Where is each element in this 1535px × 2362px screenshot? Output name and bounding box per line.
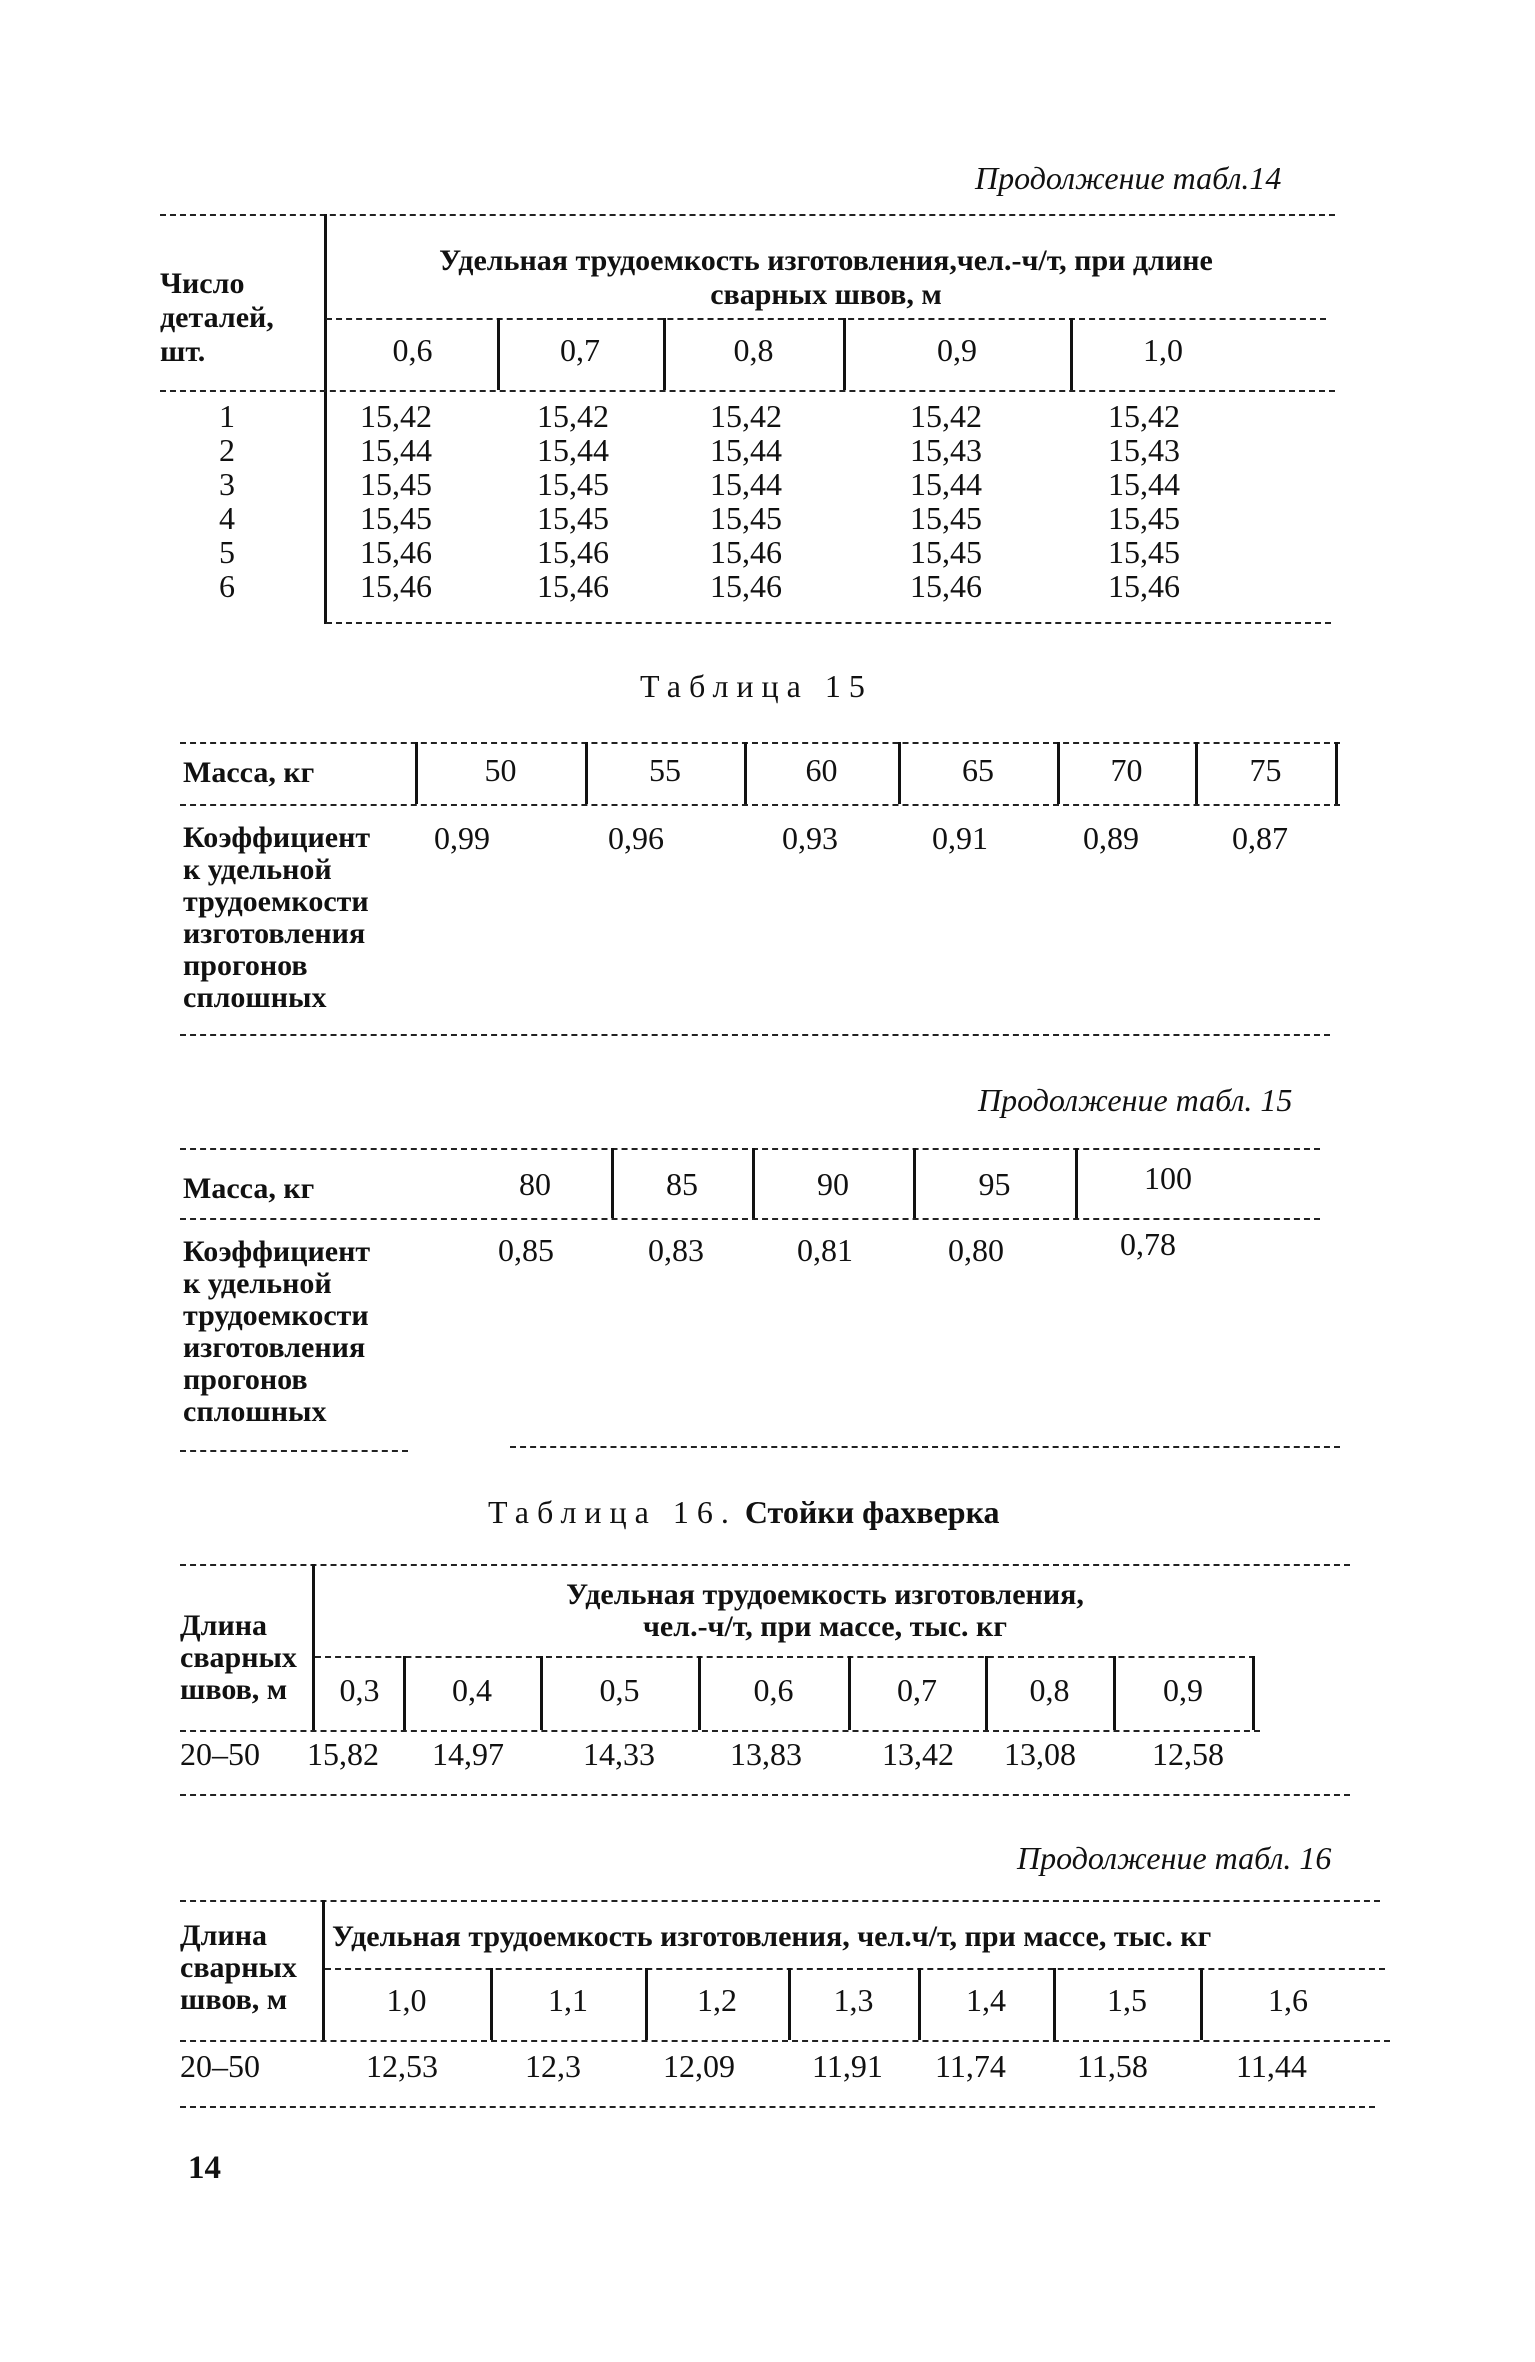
t15-top-rule: [180, 742, 1340, 744]
t14-cell: 15,42: [910, 398, 982, 434]
t14-cell: 15,46: [537, 534, 609, 570]
t14-cell: 15,46: [537, 568, 609, 604]
t14-cell: 15,45: [360, 500, 432, 536]
t14-cell: 15,44: [1108, 466, 1180, 502]
t16c-col-header: 1,6: [1268, 1982, 1308, 2018]
t14-cell: 15,45: [910, 500, 982, 536]
t16c-col-header: 1,3: [833, 1982, 874, 2018]
t15c-header-rule: [180, 1218, 1320, 1220]
t14-cell: 15,45: [1108, 534, 1180, 570]
t14-cell: 15,45: [1108, 500, 1180, 536]
t16c-cell: 11,44: [1236, 2048, 1307, 2084]
t14-cell: 15,42: [710, 398, 782, 434]
t14-cell: 15,44: [537, 432, 609, 468]
t16-title-prefix: Таблица 16.: [488, 1494, 737, 1530]
t15-coef-label-line: прогонов: [183, 949, 308, 982]
t14-top-rule: [160, 214, 1335, 216]
t14-row-number: 4: [219, 500, 235, 536]
t14-cell: 15,46: [360, 534, 432, 570]
t16-bottom-rule: [180, 1794, 1350, 1796]
t16-cell: 14,33: [583, 1736, 655, 1772]
t15-mass-value: 75: [1249, 752, 1282, 788]
t15-mass-value: 70: [1110, 752, 1143, 788]
t14-header-rule: [160, 390, 1335, 392]
t16-col-header: 0,3: [339, 1672, 380, 1708]
t15c-bottom-rule-left: [180, 1450, 408, 1452]
t14-cell: 15,44: [360, 432, 432, 468]
t14-cell: 15,46: [710, 568, 782, 604]
t16-cell: 13,08: [1004, 1736, 1076, 1772]
t16c-cell: 12,53: [366, 2048, 438, 2084]
t15-coef-label-line: к удельной: [183, 853, 332, 886]
t14-cell: 15,43: [910, 432, 982, 468]
t16-col-header: 0,7: [897, 1672, 937, 1708]
t16c-subheader-rule: [325, 1968, 1385, 1970]
t16c-cell: 12,3: [525, 2048, 581, 2084]
t16-row-header-line: швов, м: [180, 1673, 288, 1706]
t14-cell: 15,42: [1108, 398, 1180, 434]
t16-header-main: Удельная трудоемкость изготовления,: [566, 1578, 1084, 1611]
t14-col-header: 1,0: [1143, 332, 1183, 368]
t15c-mass-value: 95: [978, 1166, 1011, 1202]
t16-cell: 12,58: [1152, 1736, 1224, 1772]
t16c-bottom-rule: [180, 2106, 1375, 2108]
t15-header-rule: [180, 804, 1340, 806]
t16-cell: 14,97: [432, 1736, 504, 1772]
t16c-continuation-caption: Продолжение табл. 16: [1017, 1840, 1332, 1876]
t16-col-header: 0,9: [1163, 1672, 1203, 1708]
t16-col-header: 0,5: [599, 1672, 640, 1708]
t14-continuation-caption: Продолжение табл.14: [975, 160, 1282, 196]
t15c-mass-value: 80: [519, 1166, 551, 1202]
t16c-top-rule: [180, 1900, 1380, 1902]
page-number: 14: [188, 2150, 221, 2186]
t16c-row-header-line: швов, м: [180, 1983, 288, 2016]
t14-col-header: 0,7: [560, 332, 600, 368]
t14-row-number: 6: [219, 568, 235, 604]
t14-cell: 15,45: [360, 466, 432, 502]
t16-col-header: 0,8: [1029, 1672, 1070, 1708]
t14-row-header-1: Число: [160, 267, 245, 300]
t15-mass-value: 55: [649, 752, 681, 788]
t15c-coef-value: 0,80: [948, 1232, 1004, 1268]
t15c-mass-value: 85: [666, 1166, 698, 1202]
t14-col-header: 0,9: [937, 332, 977, 368]
t16c-header-rule: [180, 2040, 1390, 2042]
t15-mass-value: 65: [962, 752, 994, 788]
t16c-cell: 11,58: [1077, 2048, 1148, 2084]
t14-cell: 15,46: [910, 568, 982, 604]
t15-coef-value: 0,99: [434, 820, 490, 856]
t16-header-rule: [180, 1730, 1260, 1732]
t14-row-number: 2: [219, 432, 235, 468]
t15-coef-label-line: изготовления: [183, 917, 366, 950]
t15c-coef-label-line: к удельной: [183, 1267, 332, 1300]
t15-title: Таблица 15: [640, 668, 873, 704]
t15c-mass-value: 100: [1144, 1160, 1192, 1196]
t14-cell: 15,46: [1108, 568, 1180, 604]
t16-title-name: Стойки фахверка: [744, 1494, 1000, 1530]
t15c-coef-value: 0,81: [797, 1232, 853, 1268]
t14-subheader-rule: [326, 318, 1326, 320]
t15c-mass-label: Масса, кг: [183, 1172, 315, 1205]
t16c-cell: 11,74: [935, 2048, 1006, 2084]
t14-row-number: 1: [219, 398, 235, 434]
t16c-cell: 12,09: [663, 2048, 735, 2084]
t14-cell: 15,45: [537, 500, 609, 536]
t16-row-header-line: Длина: [180, 1609, 268, 1642]
t16c-col-header: 1,2: [697, 1982, 737, 2018]
t16-row-label: 20–50: [180, 1736, 260, 1772]
t16-col-header: 0,6: [753, 1672, 794, 1708]
t14-row-number: 5: [219, 534, 235, 570]
t15-coef-label-line: сплошных: [183, 981, 327, 1014]
t15-mass-value: 60: [805, 752, 838, 788]
t16c-col-header: 1,0: [386, 1982, 427, 2018]
t16-title: [488, 1494, 1000, 1531]
t16c-col-header: 1,5: [1107, 1982, 1147, 2018]
t16-cell: 13,83: [730, 1736, 802, 1772]
t14-bottom-rule: [326, 622, 1331, 624]
t14-row-number: 3: [219, 466, 235, 502]
t14-cell: 15,45: [910, 534, 982, 570]
t16c-row-header-line: сварных: [180, 1951, 297, 1984]
t16-col-divider: [1252, 1656, 1255, 1730]
t15c-coef-value: 0,83: [648, 1232, 704, 1268]
t16c-row-header-line: Длина: [180, 1919, 268, 1952]
t14-cell: 15,42: [360, 398, 432, 434]
t16c-col-header: 1,4: [966, 1982, 1006, 2018]
t14-col-header: 0,6: [392, 332, 433, 368]
t15-mass-value: 50: [484, 752, 517, 788]
t15-coef-label-line: трудоемкости: [183, 885, 369, 918]
t16c-cell: 11,91: [812, 2048, 883, 2084]
t16-row-header-line: сварных: [180, 1641, 297, 1674]
t16-cell: 15,82: [307, 1736, 379, 1772]
t14-header-main: Удельная трудоемкость изготовления,чел.-ч/т, при длине: [439, 244, 1213, 277]
t16c-header-main: Удельная трудоемкость изготовления, чел.ч/т, при массе, тыс. кг: [332, 1920, 1212, 1953]
t15c-mass-value: 90: [817, 1166, 849, 1202]
t14-row-header-3: шт.: [160, 335, 206, 368]
t16-cell: 13,42: [882, 1736, 954, 1772]
t15-coef-value: 0,96: [608, 820, 664, 856]
t15c-coef-label-line: прогонов: [183, 1363, 308, 1396]
t15-coef-label-line: Коэффициент: [183, 821, 371, 854]
t14-cell: 15,46: [710, 534, 782, 570]
t15c-coef-label-line: трудоемкости: [183, 1299, 369, 1332]
t15c-coef-label-line: Коэффициент: [183, 1235, 371, 1268]
t15-coef-value: 0,91: [932, 820, 988, 856]
t15-coef-value: 0,87: [1232, 820, 1288, 856]
t14-cell: 15,46: [360, 568, 432, 604]
t16-header-main-2: чел.-ч/т, при массе, тыс. кг: [643, 1610, 1007, 1643]
t14-cell: 15,45: [710, 500, 782, 536]
t15c-coef-value: 0,78: [1120, 1226, 1176, 1262]
t15-mass-label: Масса, кг: [183, 756, 315, 789]
t14-header-main-2: сварных швов, м: [710, 278, 942, 311]
t15c-coef-label-line: изготовления: [183, 1331, 366, 1364]
t14-cell: 15,42: [537, 398, 609, 434]
t14-cell: 15,45: [537, 466, 609, 502]
t16c-stub-divider: [322, 1900, 325, 2040]
t16-top-rule: [180, 1564, 1350, 1566]
t14-cell: 15,43: [1108, 432, 1180, 468]
t16c-row-label: 20–50: [180, 2048, 260, 2084]
t14-col-header: 0,8: [733, 332, 774, 368]
t16-col-header: 0,4: [452, 1672, 492, 1708]
t14-cell: 15,44: [910, 466, 982, 502]
t15-bottom-rule: [180, 1034, 1330, 1036]
t15-coef-value: 0,89: [1083, 820, 1139, 856]
t14-cell: 15,44: [710, 466, 782, 502]
t15c-coef-label-line: сплошных: [183, 1395, 327, 1428]
t14-row-header-2: деталей,: [160, 301, 274, 334]
t15c-coef-value: 0,85: [498, 1232, 554, 1268]
t14-cell: 15,44: [710, 432, 782, 468]
t15c-continuation-caption: Продолжение табл. 15: [978, 1082, 1293, 1118]
t15-coef-value: 0,93: [782, 820, 838, 856]
t15c-bottom-rule-right: [510, 1446, 1340, 1448]
t16c-col-header: 1,1: [548, 1982, 588, 2018]
t15-col-divider: [1335, 742, 1338, 804]
t15c-top-rule: [180, 1148, 1320, 1150]
